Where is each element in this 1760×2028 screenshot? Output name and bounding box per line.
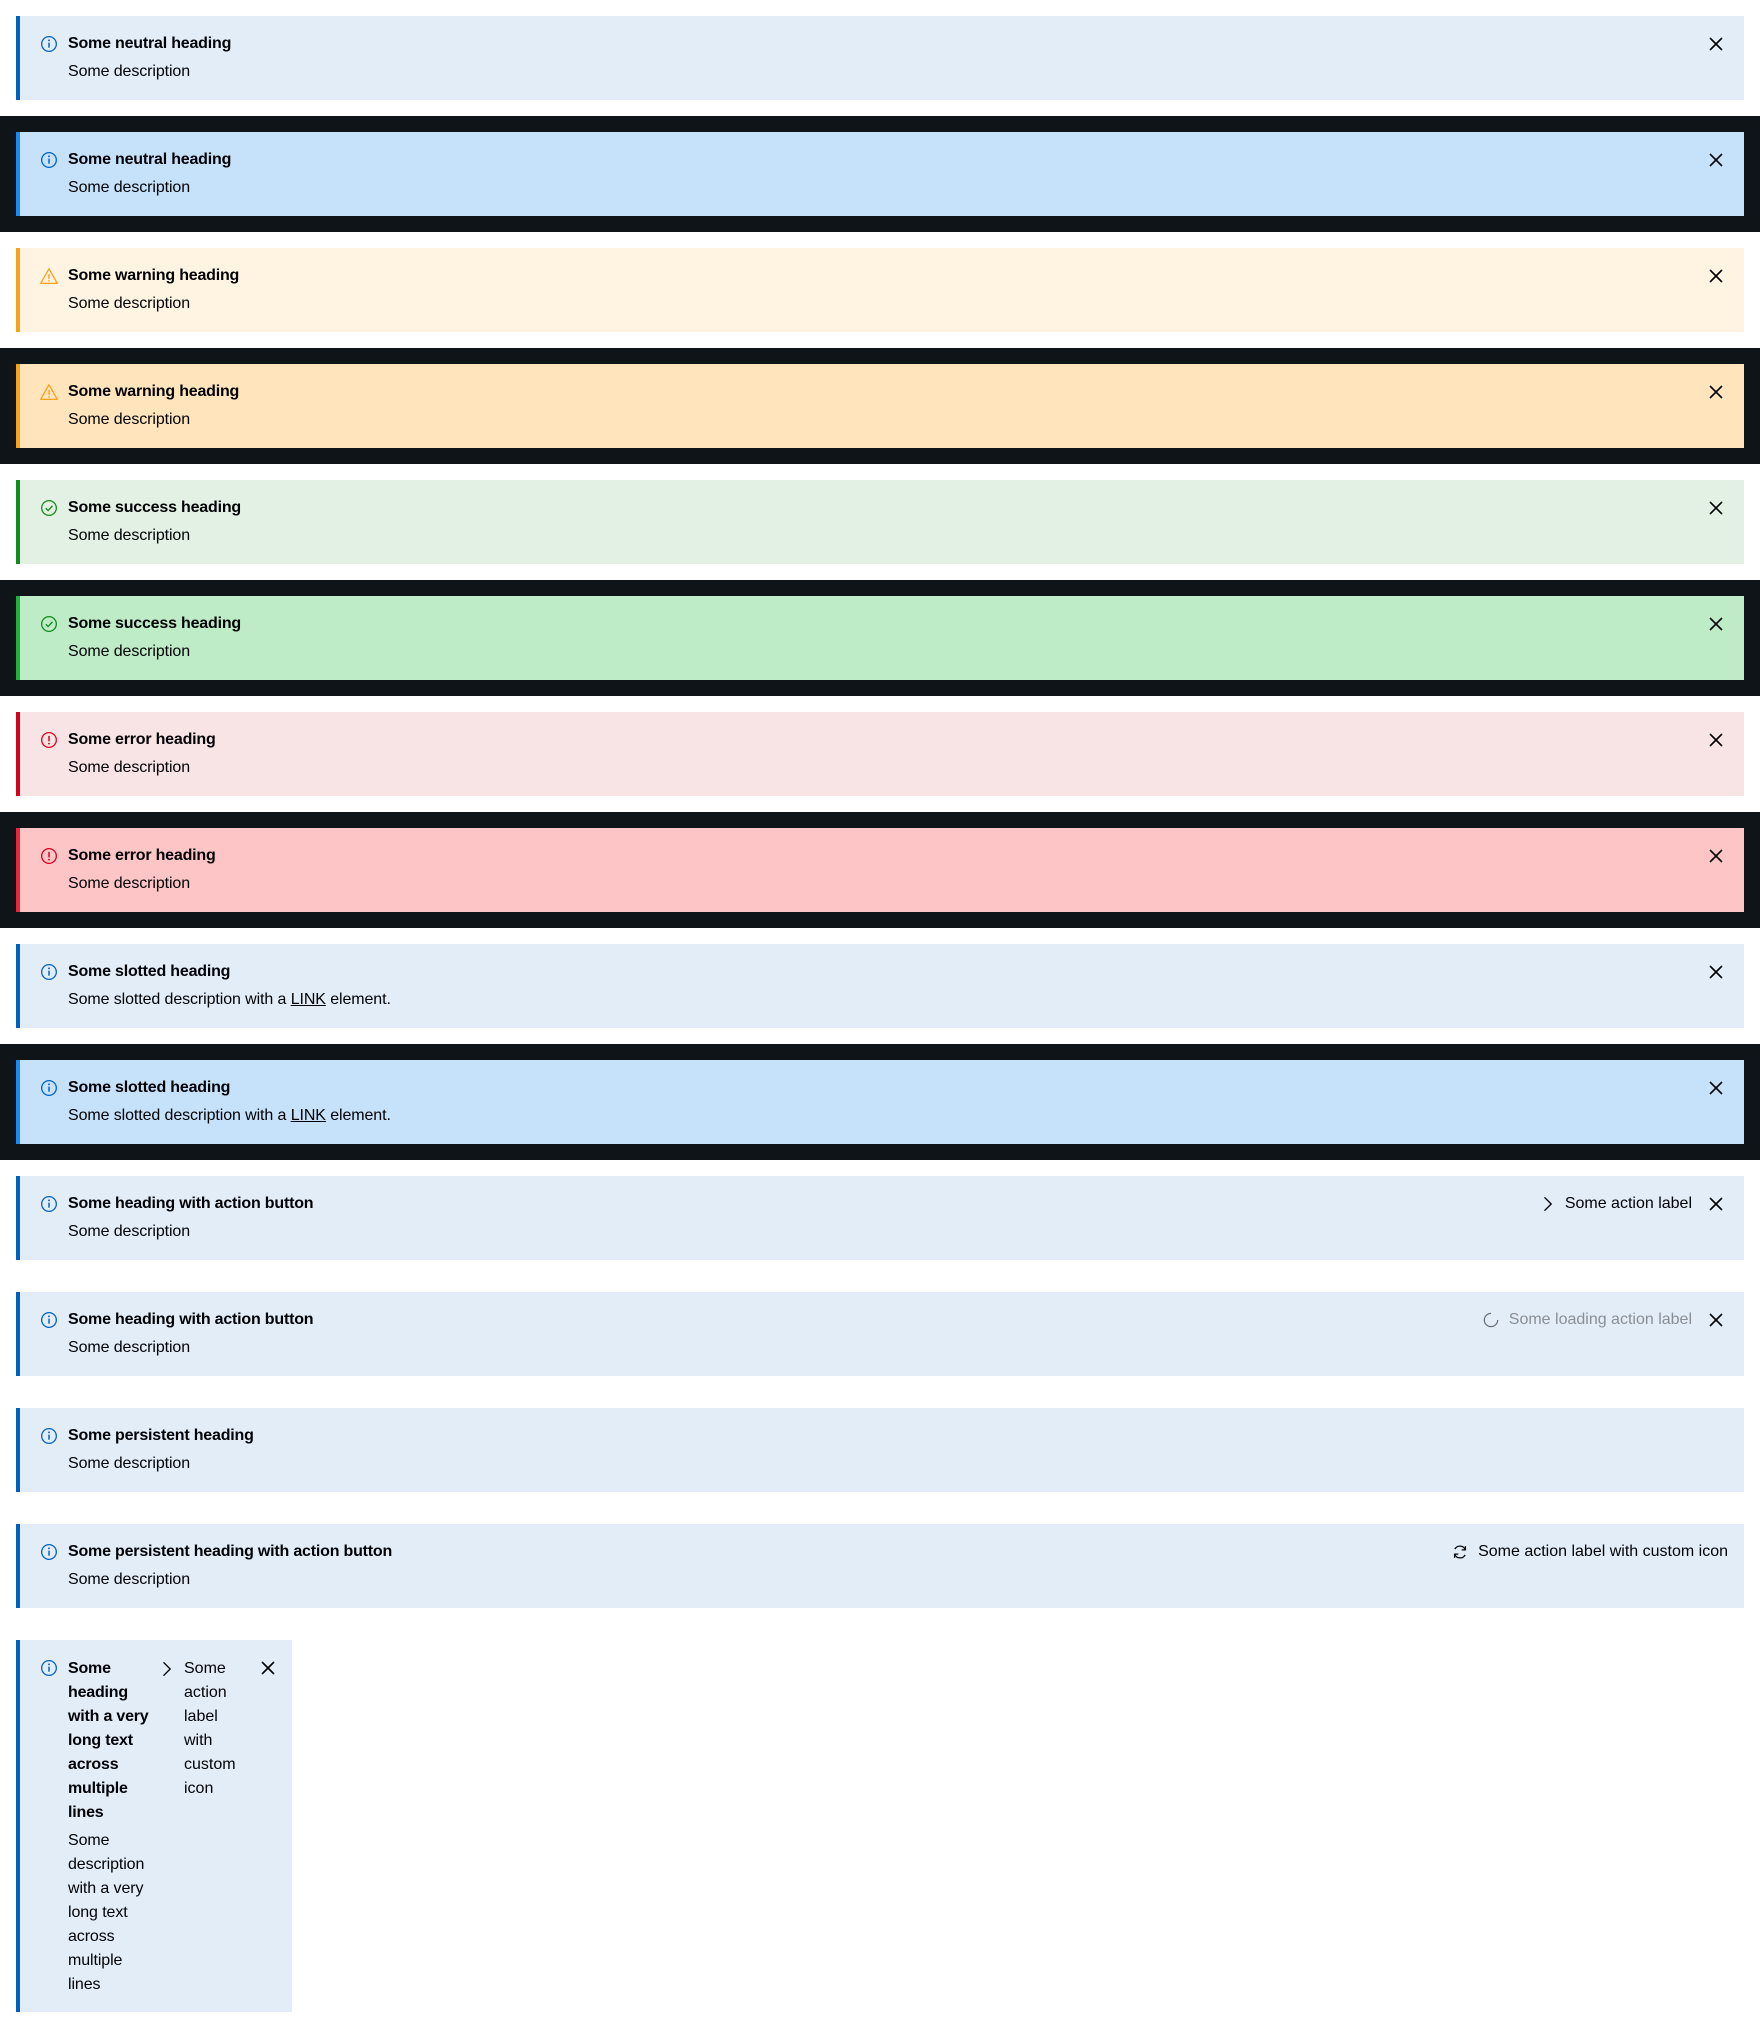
spinner-icon xyxy=(1481,1310,1501,1330)
refresh-icon xyxy=(1450,1542,1470,1562)
action-button[interactable] xyxy=(1537,1192,1692,1216)
chevron-right-icon xyxy=(156,1659,176,1679)
exclamation-icon xyxy=(38,729,60,751)
close-icon[interactable] xyxy=(1704,264,1728,288)
action-label: Some action label xyxy=(1564,1195,1692,1212)
banner-heading: Some warning heading xyxy=(68,383,240,400)
banner-error-dark xyxy=(16,828,1744,912)
description-text: element. xyxy=(325,991,391,1008)
close-icon[interactable] xyxy=(1704,148,1728,172)
banner-description: Some description xyxy=(68,643,191,660)
banner-neutral-light xyxy=(16,16,1744,100)
info-icon xyxy=(38,1657,60,1679)
close-icon[interactable] xyxy=(1704,844,1728,868)
banner-narrow-long-text xyxy=(16,1640,292,2012)
close-icon[interactable] xyxy=(1704,612,1728,636)
info-icon xyxy=(38,1425,60,1447)
banner-heading: Some warning heading xyxy=(68,267,240,284)
banner-heading: Some error heading xyxy=(68,731,216,748)
info-icon xyxy=(38,1541,60,1563)
banner-success-light xyxy=(16,480,1744,564)
banner-heading: Some persistent heading xyxy=(68,1427,254,1444)
banner-neutral-dark xyxy=(16,132,1744,216)
action-label: Some action label with custom icon xyxy=(184,1660,236,1797)
banner-warning-light xyxy=(16,248,1744,332)
banner-heading: Some heading with action button xyxy=(68,1195,314,1212)
action-button[interactable] xyxy=(156,1657,236,1801)
action-label: Some action label with custom icon xyxy=(1478,1543,1728,1560)
banner-error-light xyxy=(16,712,1744,796)
banner-slotted-dark xyxy=(16,1060,1744,1144)
loading-action-button[interactable] xyxy=(1481,1308,1692,1332)
banner-heading: Some slotted heading xyxy=(68,963,231,980)
banner-with-loading-action xyxy=(16,1292,1744,1376)
action-button[interactable] xyxy=(1450,1540,1728,1564)
banner-heading: Some error heading xyxy=(68,847,216,864)
close-icon[interactable] xyxy=(1704,380,1728,404)
close-icon[interactable] xyxy=(256,1656,280,1680)
banner-persistent-with-action xyxy=(16,1524,1744,1608)
banner-description: Some description xyxy=(68,63,191,80)
close-icon[interactable] xyxy=(1704,496,1728,520)
banner-persistent xyxy=(16,1408,1744,1492)
banner-heading: Some success heading xyxy=(68,499,241,516)
banner-slotted-light xyxy=(16,944,1744,1028)
close-icon[interactable] xyxy=(1704,32,1728,56)
banner-heading: Some heading with action button xyxy=(68,1311,314,1328)
banner-description: Some description xyxy=(68,1339,191,1356)
banner-heading: Some heading with a very long text across multiple lines xyxy=(68,1660,149,1821)
check-circle-icon xyxy=(38,613,60,635)
banner-description: Some description xyxy=(68,411,191,428)
banner-description: Some description xyxy=(68,1571,191,1588)
info-icon xyxy=(38,1309,60,1331)
banner-description: Some description xyxy=(68,295,191,312)
description-link[interactable]: LINK xyxy=(290,1107,326,1124)
close-icon[interactable] xyxy=(1704,728,1728,752)
info-icon xyxy=(38,149,60,171)
banner-description xyxy=(68,989,391,1011)
close-icon[interactable] xyxy=(1704,960,1728,984)
banner-heading: Some persistent heading with action button xyxy=(68,1543,393,1560)
warning-icon xyxy=(38,265,60,287)
close-icon[interactable] xyxy=(1704,1076,1728,1100)
banner-description: Some description xyxy=(68,1223,191,1240)
info-icon xyxy=(38,1077,60,1099)
exclamation-icon xyxy=(38,845,60,867)
banner-description: Some description xyxy=(68,759,191,776)
banner-with-action xyxy=(16,1176,1744,1260)
close-icon[interactable] xyxy=(1704,1308,1728,1332)
warning-icon xyxy=(38,381,60,403)
description-text: element. xyxy=(325,1107,391,1124)
banner-description: Some description xyxy=(68,527,191,544)
info-icon xyxy=(38,1193,60,1215)
banner-description: Some description xyxy=(68,875,191,892)
banner-heading: Some neutral heading xyxy=(68,151,232,168)
banner-description: Some description xyxy=(68,1455,191,1472)
banner-heading: Some success heading xyxy=(68,615,241,632)
banner-description: Some description xyxy=(68,179,191,196)
description-link[interactable]: LINK xyxy=(290,991,326,1008)
description-text: Some slotted description with a xyxy=(68,1107,291,1124)
banner-success-dark xyxy=(16,596,1744,680)
banner-description: Some description with a very long text across multiple lines xyxy=(68,1832,145,1993)
chevron-right-icon xyxy=(1537,1194,1557,1214)
banner-description xyxy=(68,1105,391,1127)
check-circle-icon xyxy=(38,497,60,519)
info-icon xyxy=(38,33,60,55)
close-icon[interactable] xyxy=(1704,1192,1728,1216)
action-label: Some loading action label xyxy=(1508,1311,1692,1328)
info-icon xyxy=(38,961,60,983)
banner-warning-dark xyxy=(16,364,1744,448)
banner-heading: Some slotted heading xyxy=(68,1079,231,1096)
description-text: Some slotted description with a xyxy=(68,991,291,1008)
banner-heading: Some neutral heading xyxy=(68,35,232,52)
